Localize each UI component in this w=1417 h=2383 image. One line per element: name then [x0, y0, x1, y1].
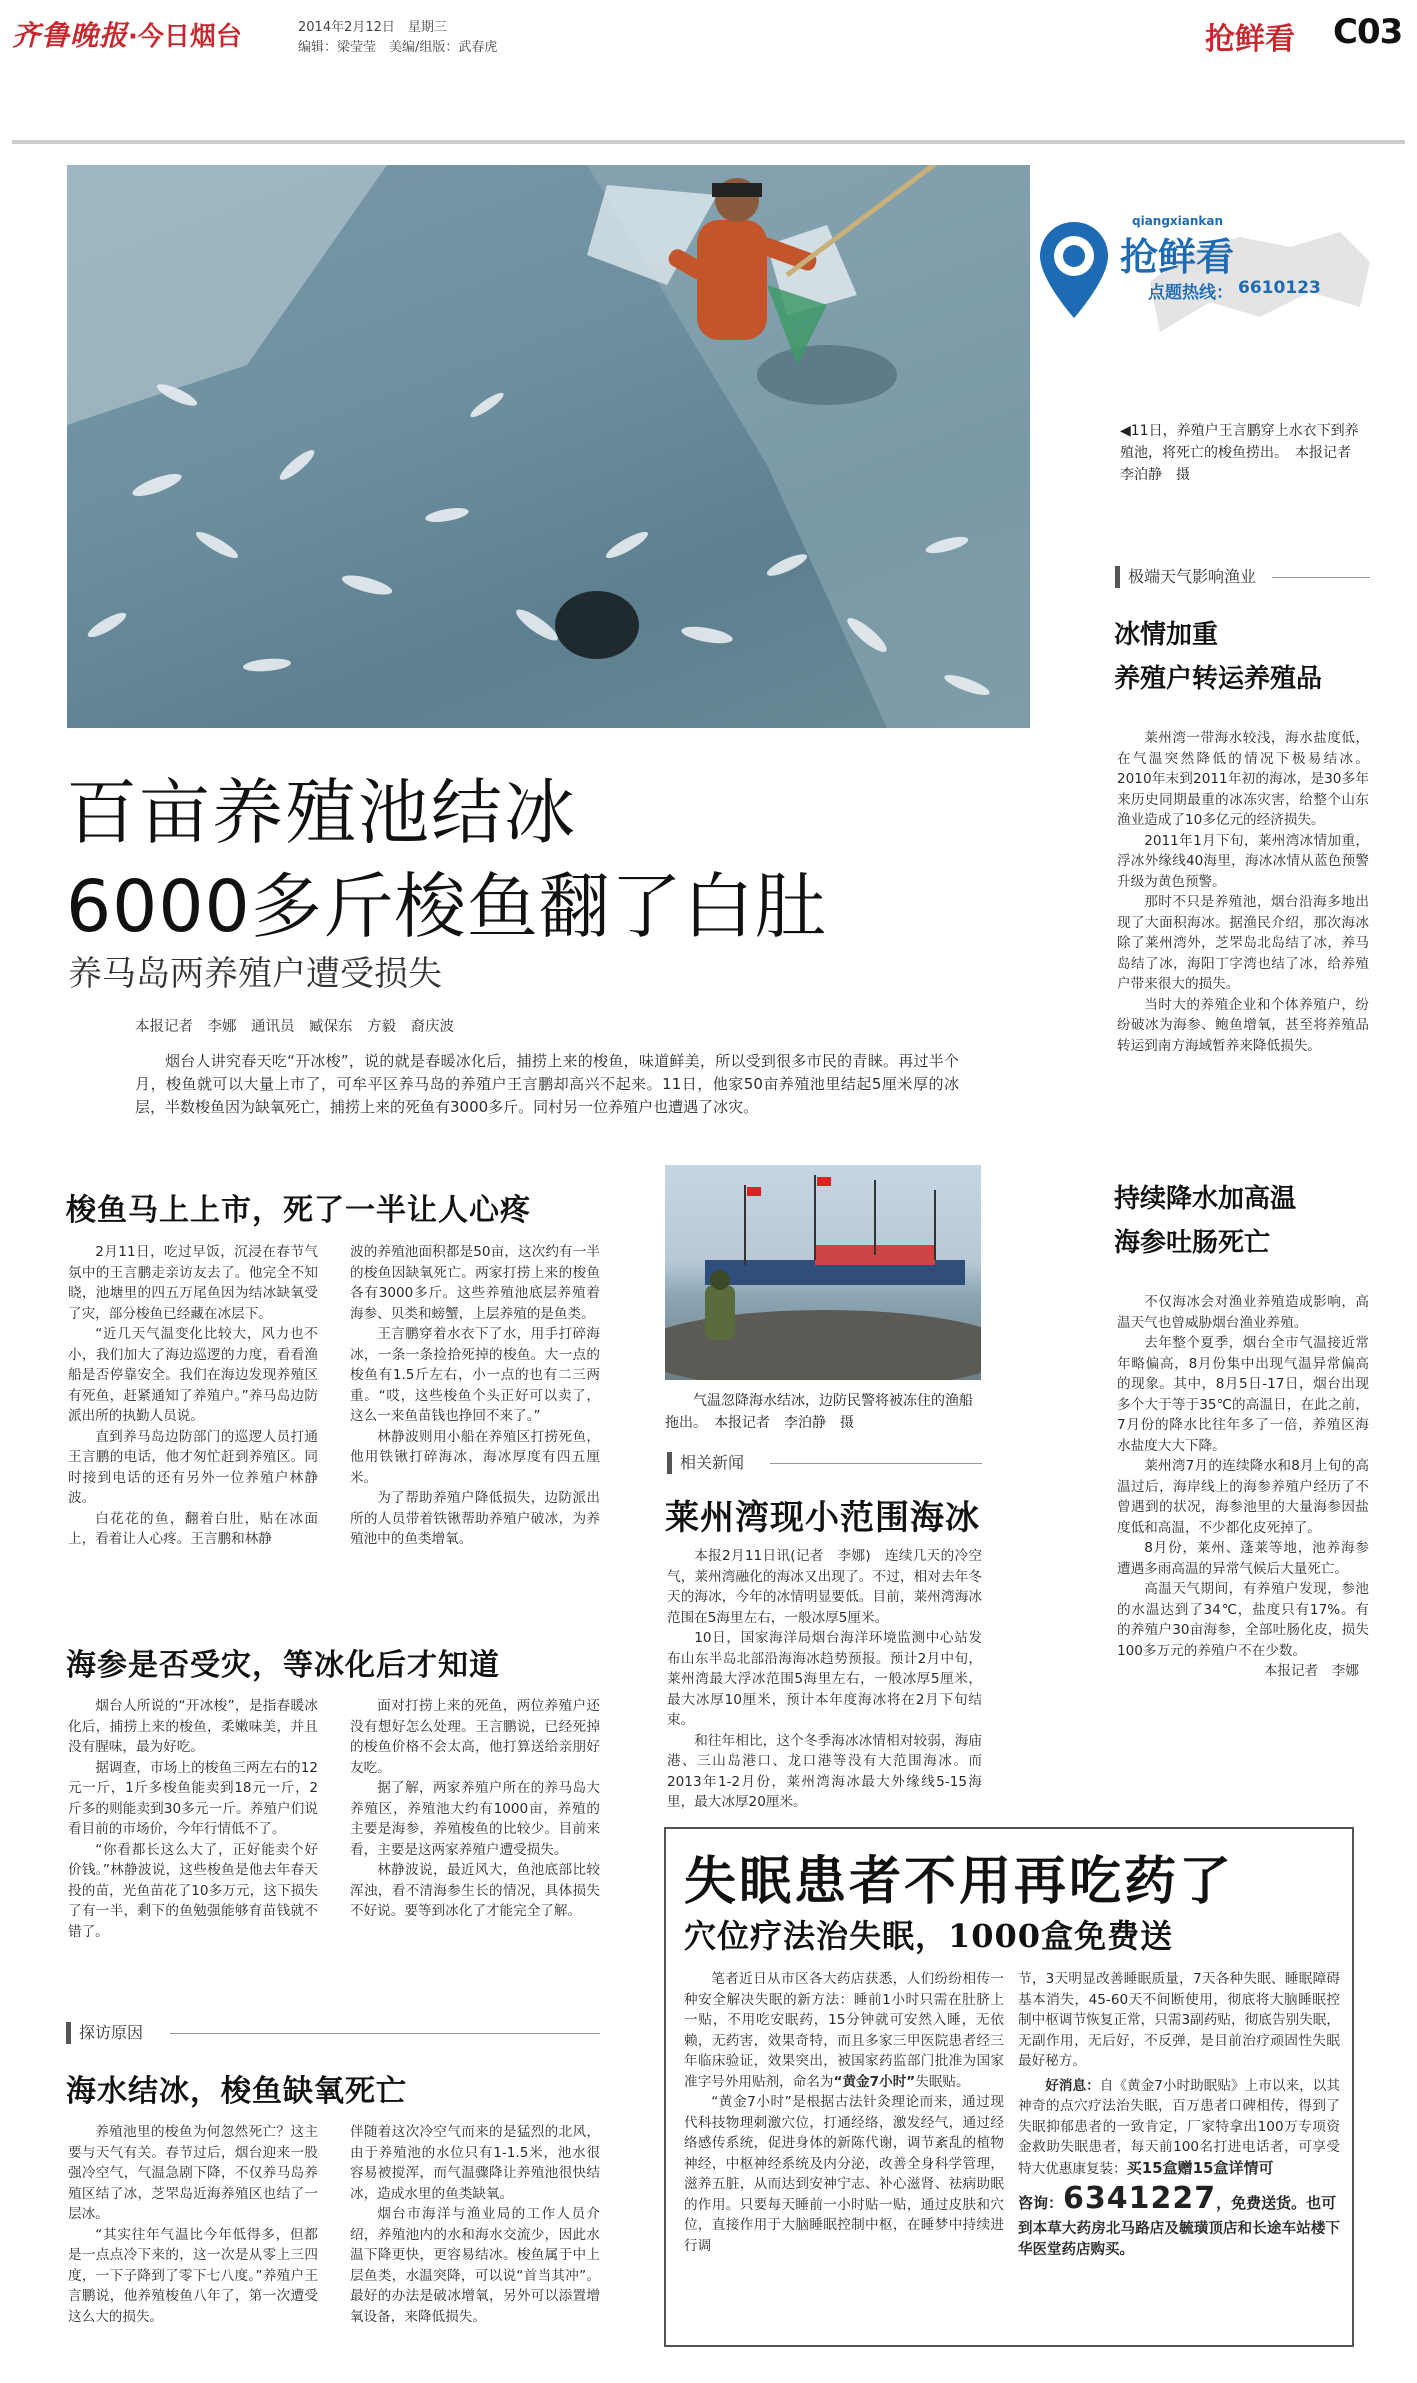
- ad-intro-tail: 失眠贴。: [915, 2073, 970, 2090]
- sec1-para: 直到养马岛边防部门的巡逻人员打通王言鹏的电话，他才匆忙赶到养殖区。同时接到电话的还有另外一位养殖户林静波。: [68, 1428, 318, 1506]
- sec3-col-a: [68, 2122, 318, 2327]
- sec1-title: 梭鱼马上上市，死了一半让人心疼: [66, 1193, 531, 1228]
- sec2-para: 烟台人所说的“开冰梭”，是指春暖冰化后，捕捞上来的梭鱼，柔嫩味美，并且没有腥味，最为好吃。: [68, 1698, 318, 1755]
- ad-col-b: [1018, 1969, 1340, 2261]
- staff-credits: 编辑：梁莹莹 美编/组版：武春虎: [298, 40, 498, 55]
- sec1-col-b: [350, 1242, 600, 1550]
- sec5-para: 2011年1月下旬，莱州湾冰情加重，浮冰外缘线40海里，海冰冰情从蓝色预警升级为黄色预警。: [1117, 832, 1369, 890]
- sec4-tag-rule: [770, 1463, 982, 1464]
- sec6-para: 高温天气期间，有养殖户发现，参池的水温达到了34℃，盐度只有17%。有的养殖户30亩海参，全部吐肠化皮，损失100多万元的养殖户不在少数。: [1117, 1581, 1369, 1659]
- sec2-para: 据调查，市场上的梭鱼三两左右的12元一斤，1斤多梭鱼能卖到18元一斤，2斤多的则能卖到30多元一斤。养殖户们说看目前的市场价，今年行情低不了。: [68, 1759, 318, 1837]
- sec5-para: 那时不只是养殖池，烟台沿海多地出现了大面积海冰。据渔民介绍，那次海冰除了莱州湾外，芝罘岛北岛结了冰，养马岛结了冰，海阳丁字湾也结了冰，给养殖户带来很大的损失。: [1117, 894, 1369, 992]
- sec3-para: 伴随着这次冷空气而来的是猛烈的北风，由于养殖池的水位只有1-1.5米，池水很容易被搅浑，而气温骤降让养殖池很快结冰，造成水里的鱼类缺氧。: [350, 2124, 600, 2202]
- sec4-body: [667, 1546, 982, 1813]
- page-number: C03: [1333, 12, 1403, 52]
- ad-title: 失眠患者不用再吃药了: [684, 1852, 1235, 1912]
- sec3-tag-rule-right: [170, 2033, 600, 2034]
- ad-para: 节，3天明显改善睡眠质量，7天各种失眠、睡眠障碍基本消失，45-60天不间断使用，彻底将大脑睡眠控制中枢调节恢复正常，只需3副药贴，彻底告别失眠，无副作用，无后好，不反弹，是目前治疗顽固性失眠最好秘方。: [1018, 1971, 1340, 2069]
- pond-scene-graphic: [67, 165, 1030, 728]
- sec4-tag: 相关新闻: [667, 1452, 744, 1474]
- sec6-para: 去年整个夏季，烟台全市气温接近常年略偏高，8月份集中出现气温异常偏高的现象。其中，8月5日-17日，烟台出现多个大于等于35℃的高温日，在此之前，7月份的降水比往年多了一倍，养殖区海水盐度大大下降。: [1117, 1335, 1369, 1454]
- paper-name: 齐鲁晚报: [12, 19, 129, 52]
- header-column-name: 抢鲜看: [1205, 22, 1295, 57]
- ad-phone-tail: ，免费送货。也可: [1216, 2194, 1337, 2212]
- sec1-para: 波的养殖池面积都是50亩，这次约有一半的梭鱼因缺氧死亡。两家打捞上来的梭鱼各有3000多斤。这些养殖池底层养殖着海参、贝类和螃蟹，上层养殖的是鱼类。: [350, 1244, 600, 1322]
- fish-pond-photo: [67, 165, 1030, 728]
- ad-good-news-label: 好消息：: [1045, 2077, 1100, 2094]
- sec2-title: 海参是否受灾，等冰化后才知道: [66, 1648, 500, 1683]
- sec5-para: 莱州湾一带海水较浅，海水盐度低，在气温突然降低的情况下极易结冰。2010年末到2011年初的海冰，是30多年来历史同期最重的冰冻灾害，给整个山东渔业造成了10多亿元的经济损失。: [1117, 730, 1369, 828]
- sec5-tag: 极端天气影响渔业: [1115, 566, 1256, 588]
- sec2-para: 面对打捞上来的死鱼，两位养殖户还没有想好怎么处理。王言鹏说，已经死掉的梭鱼价格不会太高，他打算送给亲朋好友吃。: [350, 1698, 600, 1776]
- sec6-title-line2: 海参吐肠死亡: [1114, 1228, 1271, 1258]
- photo2-caption: 气温忽降海水结冰，边防民警将被冻住的渔船拖出。 本报记者 李泊静 摄: [665, 1393, 973, 1431]
- ad-phone-label: 咨询：: [1018, 2194, 1064, 2212]
- sec4-para: 10日，国家海洋局烟台海洋环境监测中心站发布山东半岛北部沿海海冰趋势预报。预计2月中旬，莱州湾最大浮冰范围5海里左右，一般冰厚5厘米，最大冰厚10厘米，预计本年度海冰将在2月下旬结束。: [667, 1630, 982, 1728]
- ad-good-news: [1018, 2076, 1340, 2180]
- sec3-tag: 探访原因: [66, 2022, 143, 2044]
- sec6-para: 不仅海冰会对渔业养殖造成影响，高温天气也曾威胁烟台渔业养殖。: [1117, 1294, 1369, 1331]
- sec2-para: “你看都长这么大了，正好能卖个好价钱。”林静波说，这些梭鱼是他去年春天投的苗，光鱼苗花了10多万元，这下损失了有一半，剩下的鱼勉强能够育苗钱就不错了。: [68, 1841, 318, 1940]
- sec5-body: [1117, 728, 1369, 1056]
- main-byline: 本报记者 李娜 通讯员 臧保东 方毅 裔庆波: [135, 1019, 454, 1035]
- sec2-col-b: [350, 1696, 600, 1922]
- main-subtitle: 养马岛两养殖户遭受损失: [68, 954, 442, 994]
- sec1-para: 林静波则用小船在养殖区打捞死鱼，他用铁锹打碎海冰，海冰厚度有四五厘米。: [350, 1428, 600, 1486]
- sec3-para: “其实往年气温比今年低得多，但都是一点点冷下来的，这一次是从零上三四度，一下子降到了零下七八度。”养殖户王言鹏说，他养殖梭鱼八年了，第一次遭受这么大的损失。: [68, 2226, 318, 2325]
- harbor-photo: [665, 1165, 981, 1380]
- sec6-para: 莱州湾7月的连续降水和8月上旬的高温过后，海岸线上的海参养殖户经历了不曾遇到的状况，海参池里的大量海参因盐度低和高温，不少都化皮死掉了。: [1117, 1458, 1369, 1536]
- sec5-title-line1: 冰情加重: [1114, 620, 1219, 650]
- sec1-para: 为了帮助养殖户降低损失，边防派出所的人员带着铁锹帮助养殖户破冰，为养殖池中的鱼类增氧。: [350, 1490, 600, 1547]
- sec1-col-a: [68, 1242, 318, 1550]
- sec4-para: 和往年相比，这个冬季海冰冰情相对较弱，海庙港、三山岛港口、龙口港等没有大范围海冰。而2013年1-2月份，莱州湾海冰最大外缘线5-15海里，最大冰厚20厘米。: [667, 1732, 982, 1810]
- sec6-para: 8月份，莱州、蓬莱等地，池养海参遭遇多雨高温的异常气候后大量死亡。: [1117, 1540, 1369, 1577]
- ad-intro: 笔者近日从市区各大药店获悉，人们纷纷相传一种安全解决失眠的新方法：睡前1小时只需在肚脐上一贴，不用吃安眠药，15分钟就可安然入睡，无依赖，无药害，效果奇特，而且多家三甲医院患者经三年临床验证，效果突出，被国家药监部门批准为国家准字号外用贴剂，命名为: [684, 1971, 1004, 2090]
- sec3-para: 养殖池里的梭鱼为何忽然死亡？这主要与天气有关。春节过后，烟台迎来一股强冷空气，气温急剧下降，不仅养马岛养殖区结了冰，芝罘岛近海养殖区也结了一层冰。: [68, 2124, 318, 2222]
- hotline-number: 6610123: [1238, 278, 1321, 298]
- sec3-para: 烟台市海洋与渔业局的工作人员介绍，养殖池内的水和海水交流少，因此水温下降更快，更容易结冰。梭鱼属于中上层鱼类，水温突降，可以说“首当其冲”。最好的办法是破冰增氧，另外可以添置增氧设备，来降低损失。: [350, 2206, 600, 2325]
- main-title-line1: 百亩养殖池结冰: [66, 771, 578, 854]
- sec5-para: 当时大的养殖企业和个体养殖户，纷纷破冰为海参、鲍鱼增氧，甚至将养殖品转运到南方海域暂养来降低损失。: [1117, 996, 1369, 1054]
- sec3-title: 海水结冰，梭鱼缺氧死亡: [66, 2074, 407, 2109]
- sec1-para: 2月11日，吃过早饭，沉浸在春节气氛中的王言鹏走亲访友去了。他完全不知晓，池塘里的四五万尾鱼因为结冰缺氧受了灾，部分梭鱼已经藏在冰层下。: [68, 1244, 318, 1322]
- issue-date: 2014年2月12日 星期三: [298, 20, 447, 35]
- sec6-body: [1117, 1292, 1369, 1682]
- ad-para: “黄金7小时”是根据古法针灸理论而来，通过现代科技物理刺激穴位，打通经络，激发经气，通过经络感传系统，促进身体的新陈代谢，调节紊乱的植物神经，中枢神经系统及内分泌，改善全身科学管理，滋养五脏，从而达到安神宁志、补心滋肾、祛病助眠的作用。只要每天睡前一小时贴一贴，通过皮肤和穴位，直接作用于大脑睡眠控制中枢，在睡梦中持续进行调: [684, 2094, 1004, 2254]
- ad-subtitle: 穴位疗法治失眠，1000盒免费送: [684, 1917, 1174, 1955]
- sec6-title-line1: 持续降水加高温: [1114, 1184, 1297, 1214]
- main-lead: 烟台人讲究春天吃“开冰梭”，说的就是春暖冰化后，捕捞上来的梭鱼，味道鲜美，所以受到很多市民的青睐。再过半个月，梭鱼就可以大量上市了，可牟平区养马岛的养殖户王言鹏却高兴不起来。11日，他家50亩养殖池里结起5厘米厚的冰层，半数梭鱼因为缺氧死亡，捕捞上来的死鱼有3000多斤。同村另一位养殖户也遭遇了冰灾。: [135, 1052, 959, 1116]
- sec5-title-line2: 养殖户转运养殖品: [1114, 664, 1323, 694]
- sec2-para: 林静波说，最近风大，鱼池底部比较浑浊，看不清海参生长的情况，具体损失不好说。要等到冰化了才能完全了解。: [350, 1862, 600, 1919]
- ad-para: [684, 1969, 1004, 2092]
- sec1-para: 王言鹏穿着水衣下了水，用手打碎海冰，一条一条捡拾死掉的梭鱼。大一点的梭鱼有1.5斤左右，小一点的也有二三两重。“哎，这些梭鱼个头正好可以卖了，这么一来鱼苗钱也挣回不来了。”: [350, 1326, 600, 1424]
- sec4-title: 莱州湾现小范围海冰: [665, 1498, 980, 1538]
- photo1-caption: ◀11日，养殖户王言鹏穿上水衣下到养殖池，将死亡的梭鱼捞出。 本报记者 李泊静 摄: [1120, 423, 1365, 483]
- ad-phone[interactable]: 6341227: [1063, 2181, 1217, 2216]
- main-title-line2: 6000多斤梭鱼翻了白肚: [66, 865, 827, 948]
- sec1-para: 白花花的鱼，翻着白肚，贴在冰面上，看着让人心疼。王言鹏和林静: [68, 1510, 318, 1547]
- hotline-pinyin: qiangxiankan: [1132, 214, 1224, 228]
- sec2-col-a: [68, 1696, 318, 1942]
- ad-highlight: “黄金7小时”: [833, 2073, 916, 2090]
- header-rule: [12, 140, 1405, 144]
- sec4-para: 本报2月11日讯(记者 李娜) 连续几天的冷空气，莱州湾融化的海冰又出现了。不过，相对去年冬天的海冰，今年的冰情明显要低。目前，莱州湾海冰范围在5海里左右，一般冰厚5厘米。: [667, 1548, 982, 1626]
- sec2-para: 据了解，两家养殖户所在的养马岛大养殖区，养殖池大约有1000亩，养殖的主要是海参，养殖梭鱼的比较少。目前来看，主要是这两家养殖户遭受损失。: [350, 1780, 600, 1858]
- sec5-tag-rule: [1272, 577, 1370, 578]
- hotline-label: 点题热线：: [1148, 283, 1233, 303]
- sec3-col-b: [350, 2122, 600, 2327]
- sec1-para: “近几天气温变化比较大，风力也不小，我们加大了海边巡逻的力度，看看渔船是否停靠安全。我们在海边发现养殖区有死鱼，赶紧通知了养殖户。”养马岛边防派出所的执勤人员说。: [68, 1326, 318, 1424]
- hotline-name: 抢鲜看: [1120, 235, 1235, 279]
- ad-address: 到本草大药房北马路店及毓璜顶店和长途车站楼下华医堂药店购买。: [1018, 2221, 1340, 2258]
- ad-contact: [1018, 2183, 1340, 2219]
- sec6-byline: 本报记者 李娜: [1263, 1663, 1359, 1679]
- ad-box: [664, 1827, 1354, 2347]
- ad-good-news-text: 自《黄金7小时助眠贴》上市以来，以其神奇的点穴疗法治失眠，百万患者口碑相传，得到了失眠抑郁患者的一致肯定，厂家特拿出100万专项资金救助失眠患者，每天前100名打进电话者，可享受特大优惠康复装：: [1018, 2077, 1341, 2177]
- ad-col-a: [684, 1969, 1004, 2256]
- hotline-logo: [1040, 214, 1380, 342]
- harbor-scene-graphic: [665, 1165, 981, 1380]
- section-name: ·今日烟台: [128, 22, 242, 52]
- ad-offer: 买15盒赠15盒详情可: [1126, 2158, 1274, 2177]
